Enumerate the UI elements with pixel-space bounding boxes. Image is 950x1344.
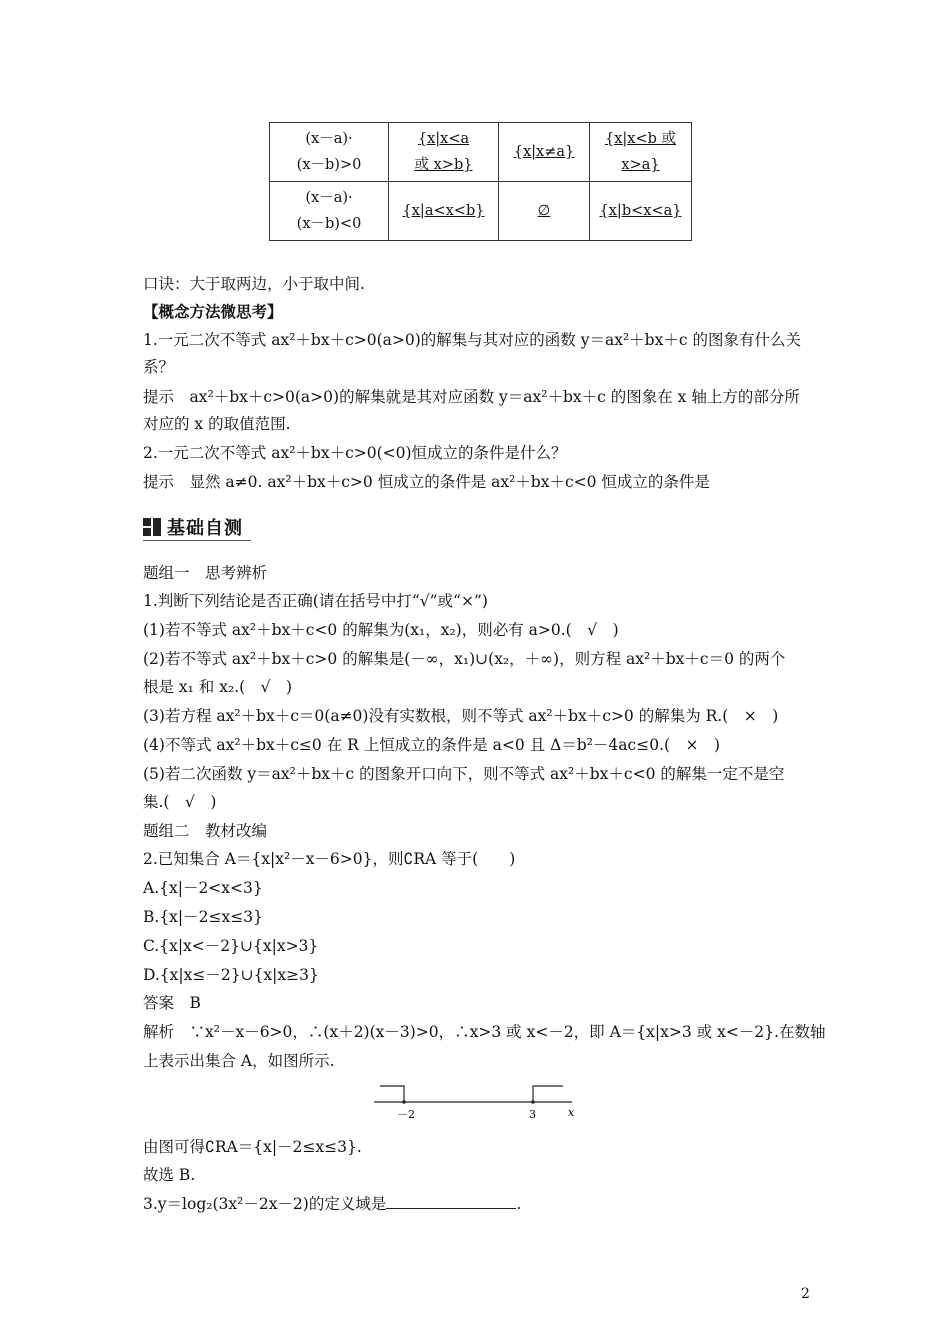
- statement-2-line-2: 根是 x₁ 和 x₂.( √ ): [143, 678, 293, 696]
- hint-1-line-2: 对应的 x 的取值范围.: [143, 415, 291, 433]
- option-a: A.{x|－2<x<3}: [143, 879, 263, 897]
- analysis-line-1: 解析 ∵x²－x－6>0，∴(x＋2)(x－3)>0，∴x>3 或 x<－2，即 A＝{x|x>3 或 x<－2}.在数轴: [143, 1023, 826, 1041]
- statement-1: (1)若不等式 ax²＋bx＋c<0 的解集为(x₁，x₂)，则必有 a>0.( √ ): [143, 621, 619, 639]
- statement-2-line-1: (2)若不等式 ax²＋bx＋c>0 的解集是(－∞，x₁)∪(x₂，＋∞)，则方程 ax²＋bx＋c＝0 的两个: [143, 650, 786, 668]
- number-line-figure: [370, 1078, 590, 1122]
- table-row: [270, 182, 692, 241]
- question-1-line-2: 系？: [143, 358, 175, 376]
- statement-5-line-1: (5)若二次函数 y＝ax²＋bx＋c 的图象开口向下，则不等式 ax²＋bx＋c<0 的解集一定不是空: [143, 765, 785, 783]
- table-cell: {x|x≠a}: [499, 123, 590, 182]
- point-3: [531, 1100, 535, 1104]
- table-cell: ∅: [499, 182, 590, 241]
- table-cell: {x|x<a 或 x>b}: [389, 123, 499, 182]
- section-underline: [143, 540, 251, 541]
- section-marker-icon: [143, 518, 161, 536]
- section-heading: [143, 512, 251, 540]
- statement-4: (4)不等式 ax²＋bx＋c≤0 在 R 上恒成立的条件是 a<0 且 Δ＝b²－4ac≤0.( × ): [143, 736, 721, 754]
- table-cell: {x|a<x<b}: [389, 182, 499, 241]
- left-tick-label: －2: [397, 1108, 415, 1121]
- conclusion-line-1: 由图可得∁RA＝{x|－2≤x≤3}.: [143, 1138, 362, 1156]
- option-d: D.{x|x≤－2}∪{x|x≥3}: [143, 966, 319, 984]
- concept-header: 【概念方法微思考】: [143, 302, 283, 321]
- table-cell: (x－a)· (x－b)<0: [270, 182, 389, 241]
- section-title: 基础自测: [167, 518, 243, 539]
- hint-2: 提示 显然 a≠0. ax²＋bx＋c>0 恒成立的条件是 ax²＋bx＋c<0 恒成立的条件是: [143, 473, 710, 491]
- point-minus-2: [402, 1100, 406, 1104]
- table-cell: {x|b<x<a}: [590, 182, 692, 241]
- table-cell: (x－a)· (x－b)>0: [270, 123, 389, 182]
- option-c: C.{x|x<－2}∪{x|x>3}: [143, 937, 319, 955]
- left-ray: [380, 1086, 404, 1102]
- question-1-line-1: 1.一元二次不等式 ax²＋bx＋c>0(a>0)的解集与其对应的函数 y＝ax²＋bx＋c 的图象有什么关: [143, 331, 801, 349]
- group-2-title: 题组二 教材改编: [143, 822, 268, 840]
- option-b: B.{x|－2≤x≤3}: [143, 908, 263, 926]
- answer: 答案 B: [143, 994, 201, 1012]
- right-ray: [533, 1086, 563, 1102]
- hint-1-line-1: 提示 ax²＋bx＋c>0(a>0)的解集就是其对应函数 y＝ax²＋bx＋c 的图象在 x 轴上方的部分所: [143, 388, 800, 406]
- group-1-title: 题组一 思考辨析: [143, 564, 268, 582]
- group-2-question: 2.已知集合 A＝{x|x²－x－6>0}，则∁RA 等于( ): [143, 850, 516, 868]
- right-tick-label: 3: [529, 1108, 536, 1121]
- analysis-line-2: 上表示出集合 A，如图所示.: [143, 1052, 335, 1070]
- table-cell: {x|x<b 或 x>a}: [590, 123, 692, 182]
- answer-blank[interactable]: [386, 1194, 516, 1209]
- solution-set-table: [269, 122, 692, 241]
- conclusion-line-2: 故选 B.: [143, 1166, 196, 1184]
- mnemonic: 口诀：大于取两边，小于取中间.: [143, 275, 365, 293]
- table-row: [270, 123, 692, 182]
- group-1-question: 1.判断下列结论是否正确(请在括号中打“√”或“×”): [143, 592, 488, 610]
- statement-5-line-2: 集.( √ ): [143, 793, 217, 811]
- axis-label: x: [568, 1106, 575, 1119]
- question-3: 3.y＝log₂(3x²－2x－2)的定义域是 .: [143, 1195, 522, 1213]
- page-number: 2: [801, 1286, 810, 1302]
- question-2: 2.一元二次不等式 ax²＋bx＋c>0(<0)恒成立的条件是什么？: [143, 444, 567, 462]
- statement-3: (3)若方程 ax²＋bx＋c＝0(a≠0)没有实数根，则不等式 ax²＋bx＋c>0 的解集为 R.( × ): [143, 707, 779, 725]
